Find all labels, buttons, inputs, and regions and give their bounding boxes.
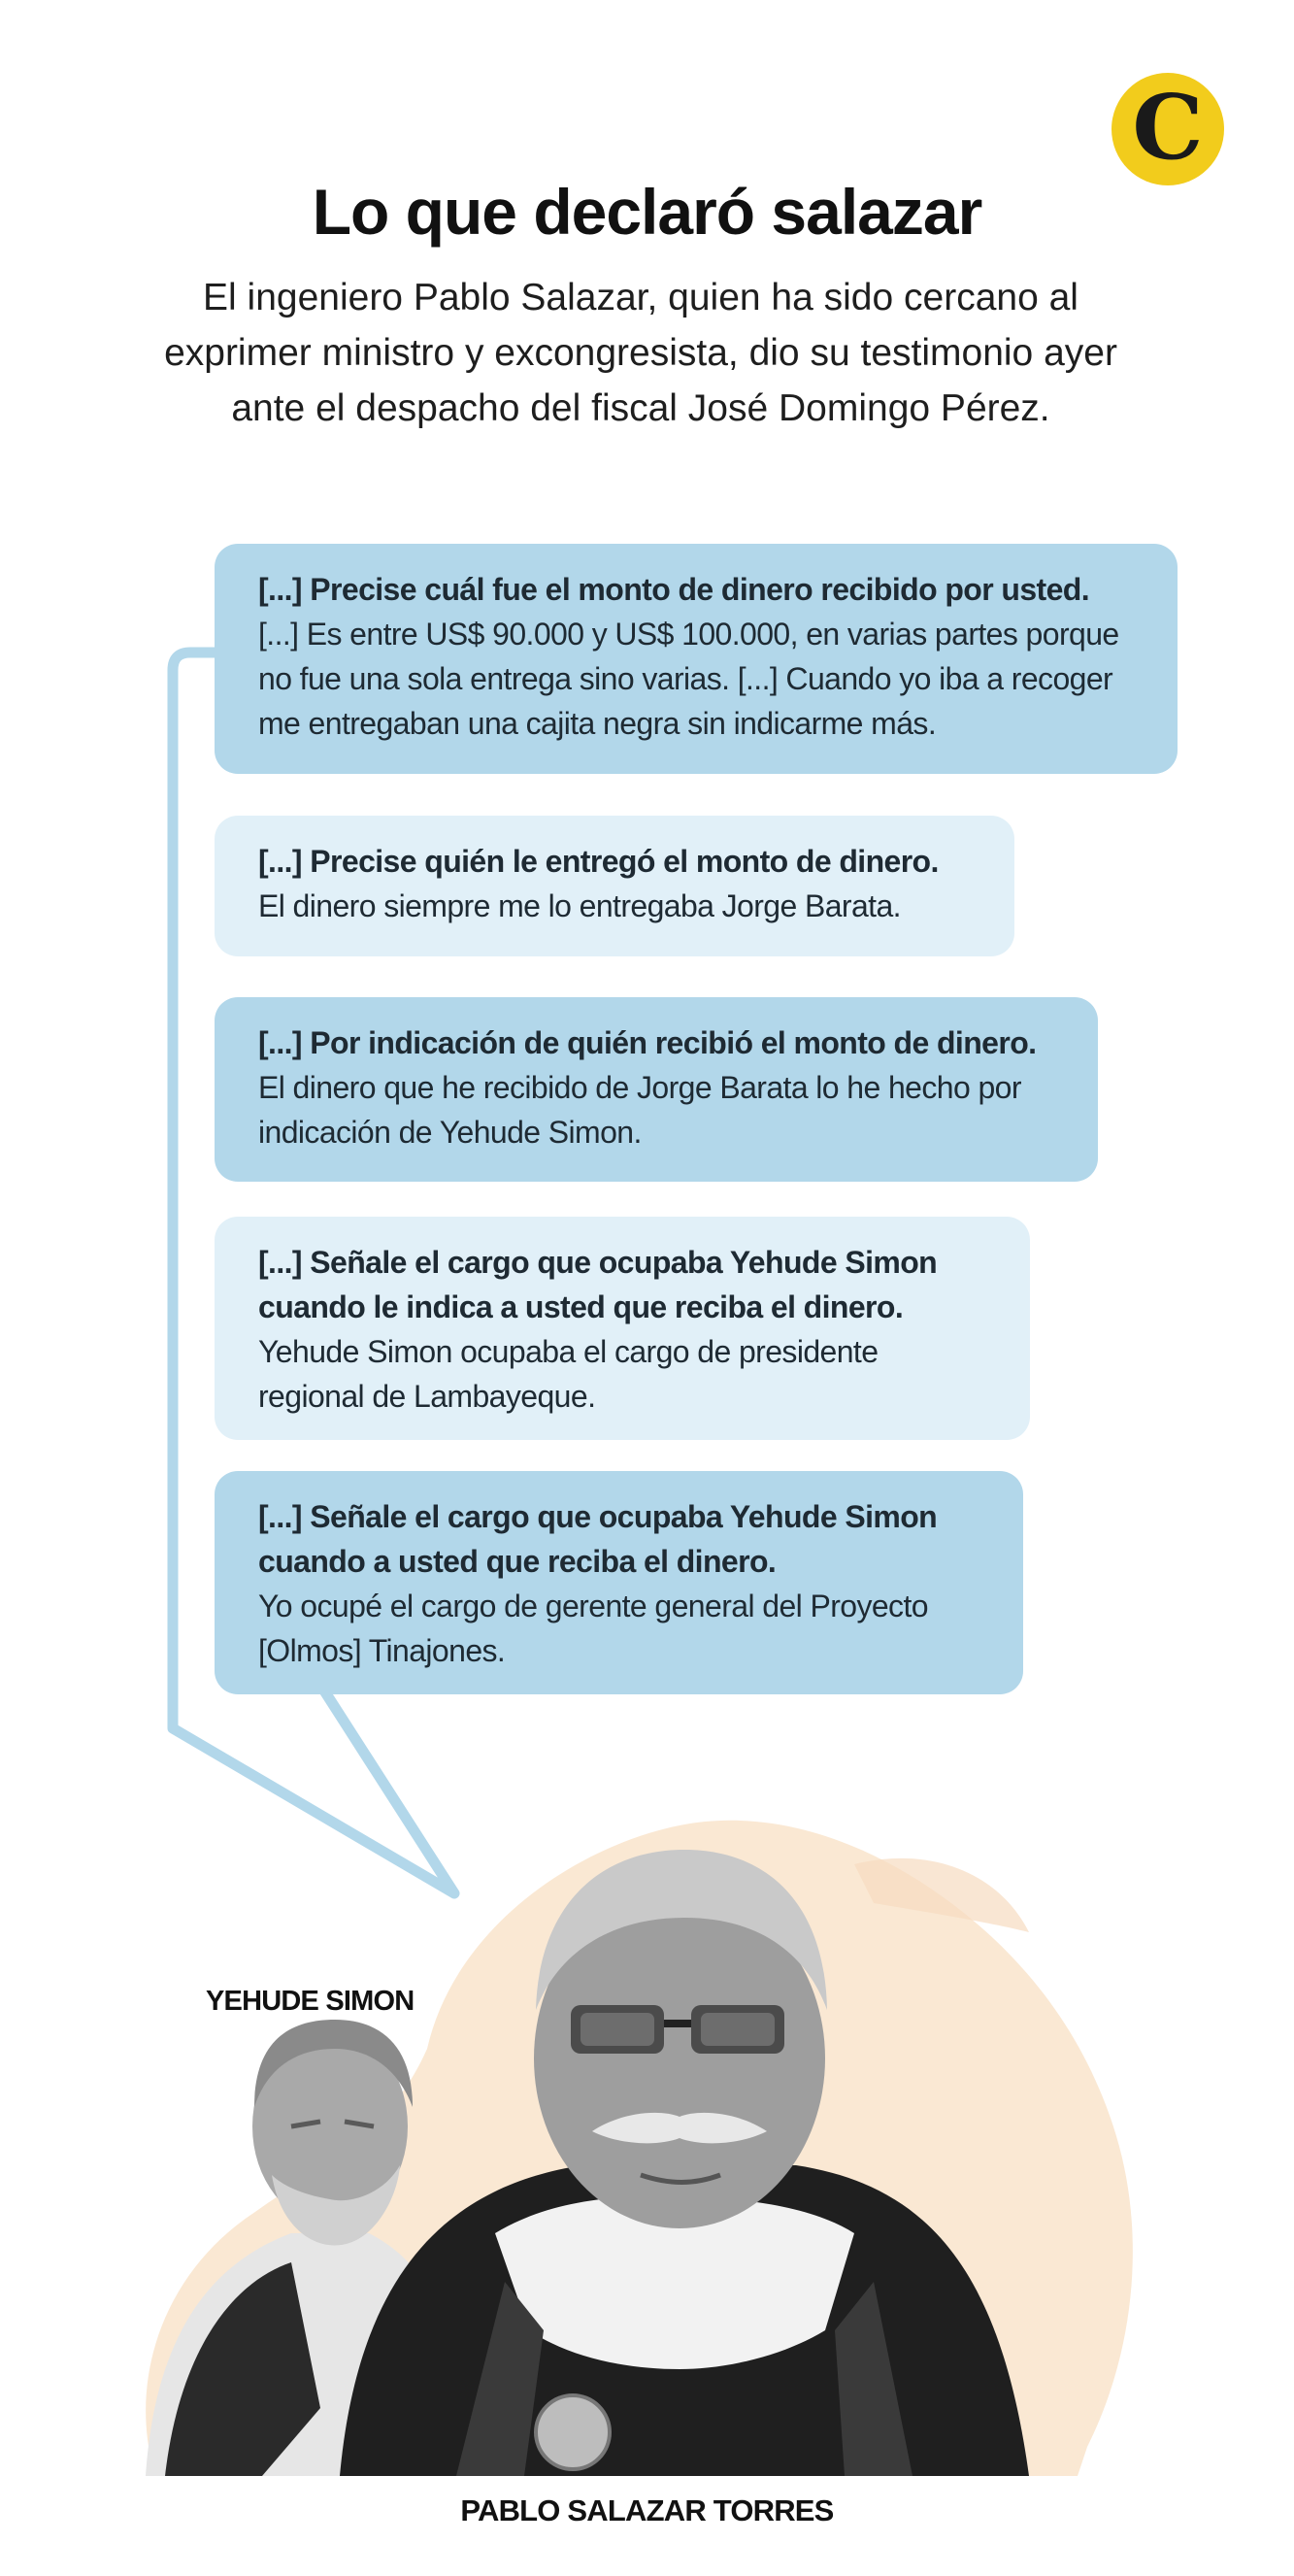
logo-letter: C xyxy=(1132,75,1204,180)
intro-line: El ingeniero Pablo Salazar, quien ha sido cercano al xyxy=(203,277,1078,318)
answer-line: no fue una sola entrega sino varias. [...] Cuando yo iba a recoger xyxy=(258,661,1113,696)
question-text: [...] Señale el cargo que ocupaba Yehude Simon xyxy=(258,1499,938,1534)
question-text: [...] Precise cuál fue el monto de dinero recibido por usted. xyxy=(258,572,1090,607)
question-text: cuando le indica a usted que reciba el dinero. xyxy=(258,1289,904,1324)
answer-line: Yo ocupé el cargo de gerente general del Proyecto xyxy=(258,1589,928,1623)
page-title: Lo que declaró salazar xyxy=(312,176,982,248)
answer-line: indicación de Yehude Simon. xyxy=(258,1115,642,1150)
question-text: [...] Por indicación de quién recibió el monto de dinero. xyxy=(258,1025,1037,1060)
pablo-salazar-photo xyxy=(340,1850,1029,2476)
question-text: cuando a usted que reciba el dinero. xyxy=(258,1544,777,1579)
answer-line: me entregaban una cajita negra sin indicarme más. xyxy=(258,706,937,741)
caption-pablo-salazar: PABLO SALAZAR TORRES xyxy=(460,2493,834,2527)
answer-line: [...] Es entre US$ 90.000 y US$ 100.000, en varias partes porque xyxy=(258,617,1119,652)
answer-line: regional de Lambayeque. xyxy=(258,1379,596,1414)
answer-line: Yehude Simon ocupaba el cargo de presidente xyxy=(258,1334,879,1369)
question-text: [...] Señale el cargo que ocupaba Yehude Simon xyxy=(258,1245,938,1280)
answer-line: El dinero que he recibido de Jorge Barata lo he hecho por xyxy=(258,1070,1021,1105)
answer-line: El dinero siempre me lo entregaba Jorge Barata. xyxy=(258,888,901,923)
question-text: [...] Precise quién le entregó el monto de dinero. xyxy=(258,844,939,879)
intro-line: exprimer ministro y excongresista, dio su testimonio ayer xyxy=(164,332,1117,374)
answer-line: [Olmos] Tinajones. xyxy=(258,1633,506,1668)
intro-line: ante el despacho del fiscal José Domingo Pérez. xyxy=(231,387,1050,429)
caption-yehude-simon: YEHUDE SIMON xyxy=(206,1986,415,2017)
